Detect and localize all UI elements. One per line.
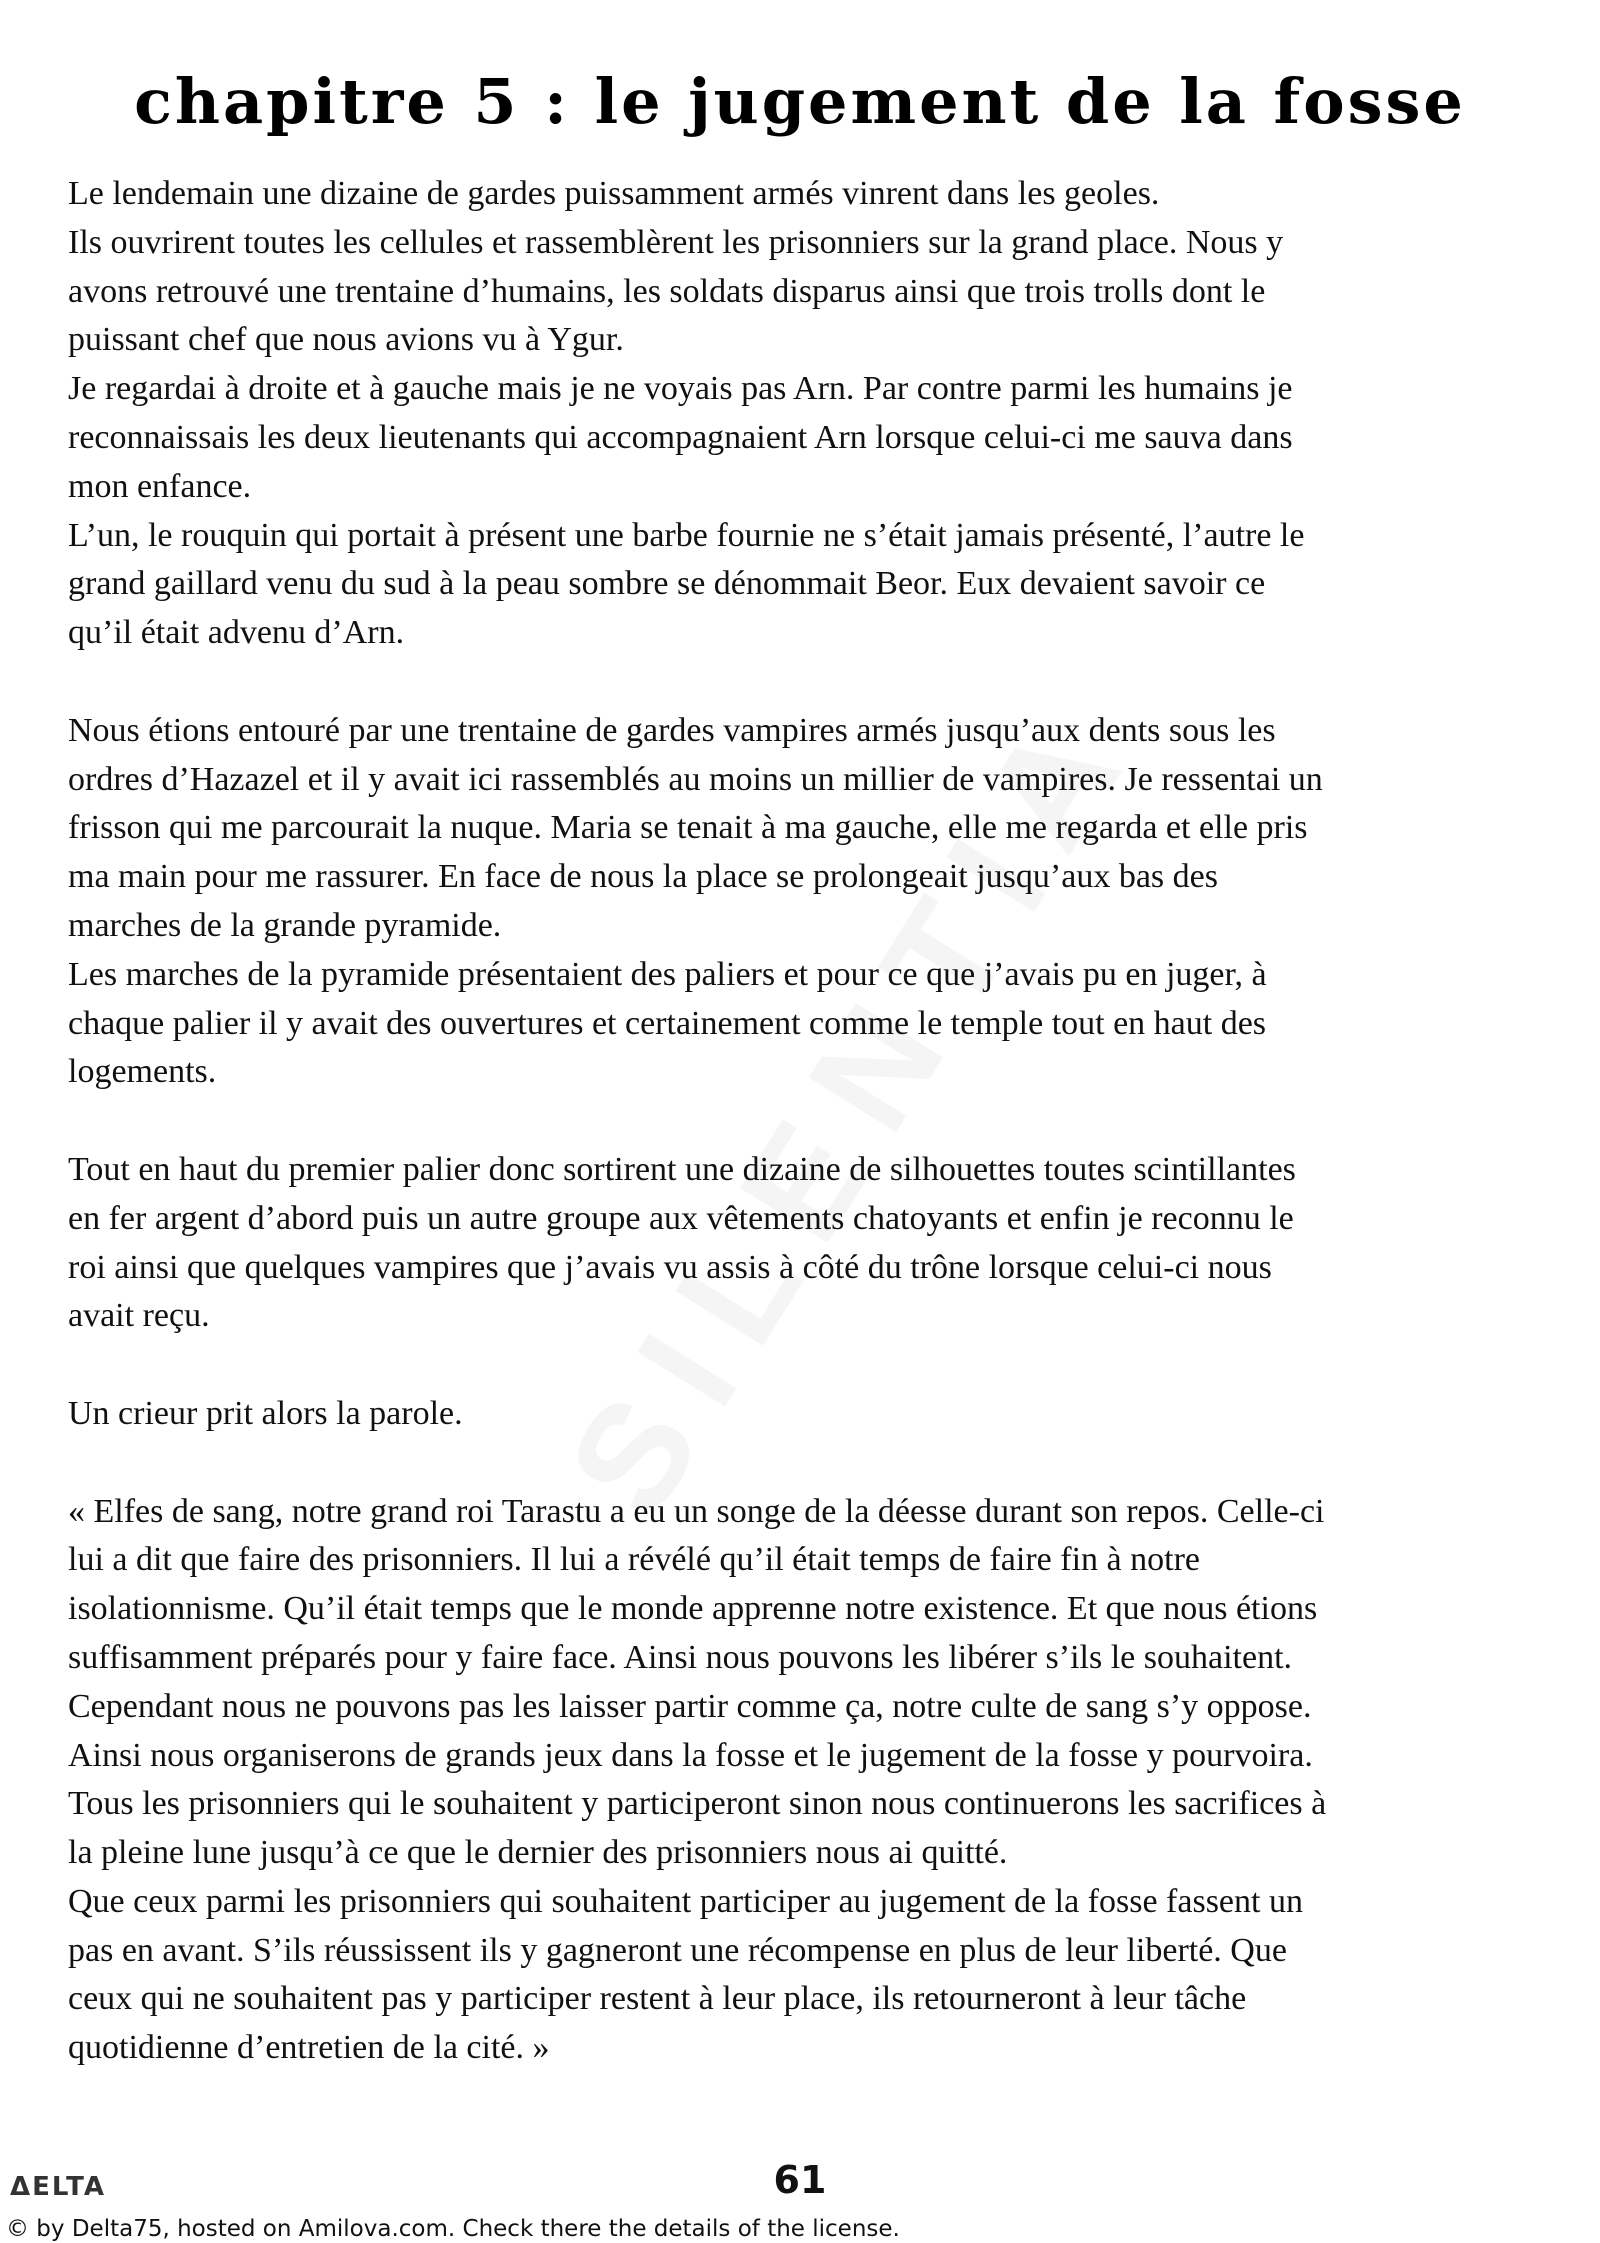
paragraph-spacer	[68, 658, 1568, 707]
paragraph-3: Tout en haut du premier palier donc sortirent une dizaine de silhouettes toutes scintillantes en fer argent d’abord puis un autre groupe aux vêtements chatoyants et enfin je reconnu le roi ainsi que quelques vampires que j’avais vu assis à côté du trône lorsque celui-ci nous avait reçu.	[68, 1150, 1296, 1335]
paragraph-2: Nous étions entouré par une trentaine de gardes vampires armés jusqu’aux dents sous les ordres d’Hazazel et il y avait ici rassemblés au moins un millier de vampires. Je ressentai un frisson qui me parcourait la nuque. Maria se tenait à ma gauche, elle me regarda et elle pris ma main pour me rassurer. En face de nous la place se prolongeait jusqu’aux bas des marches de la grande pyramide. Les marches de la pyramide présentaient des paliers et pour ce que j’avais pu en juger, à chaque palier il y avait des ouvertures et certainement comme le temple tout en haut des logements.	[68, 711, 1323, 1091]
paragraph-spacer	[68, 1439, 1568, 1488]
page-number: 61	[773, 2158, 827, 2202]
chapter-body	[68, 170, 1568, 2073]
paragraph-4: Un crieur prit alors la parole.	[68, 1394, 463, 1432]
paragraph-5: « Elfes de sang, notre grand roi Tarastu a eu un songe de la déesse durant son repos. Celle-ci lui a dit que faire des prisonniers. Il lui a révélé qu’il était temps de faire fin à notre isolationnisme. Qu’il était temps que le monde apprenne notre existence. Et que nous étions suffisamment préparés pour y faire face. Ainsi nous pouvons les libérer s’ils le souhaitent. Cependant nous ne pouvons pas les laisser partir comme ça, notre culte de sang s’y oppose. Ainsi nous organiserons de grands jeux dans la fosse et le jugement de la fosse y pourvoira. Tous les prisonniers qui le souhaitent y participeront sinon nous continuerons les sacrifices à la pleine lune jusqu’à ce que le dernier des prisonniers nous ai quitté. Que ceux parmi les prisonniers qui souhaitent participer au jugement de la fosse fassent un pas en avant. S’ils réussissent ils y gagneront une récompense en plus de leur liberté. Que ceux qui ne souhaitent pas y participer restent à leur place, ils retourneront à leur tâche quotidienne d’entretien de la cité. »	[68, 1492, 1327, 2067]
delta-logo: ΔELTA	[10, 2172, 106, 2202]
license-credit: © by Delta75, hosted on Amilova.com. Check there the details of the license.	[6, 2216, 900, 2242]
paragraph-spacer	[68, 1341, 1568, 1390]
paragraph-1: Le lendemain une dizaine de gardes puissamment armés vinrent dans les geoles. Ils ouvrirent toutes les cellules et rassemblèrent les prisonniers sur la grand place. Nous y avons retrouvé une trentaine d’humains, les soldats disparus ainsi que trois trolls dont le puissant chef que nous avions vu à Ygur. Je regardai à droite et à gauche mais je ne voyais pas Arn. Par contre parmi les humains je reconnaissais les deux lieutenants qui accompagnaient Arn lorsque celui-ci me sauva dans mon enfance. L’un, le rouquin qui portait à présent une barbe fournie ne s’était jamais présenté, l’autre le grand gaillard venu du sud à la peau sombre se dénommait Beor. Eux devaient savoir ce qu’il était advenu d’Arn.	[68, 175, 1305, 652]
chapter-title: chapitre 5 : le jugement de la fosse	[134, 65, 1466, 138]
paragraph-spacer	[68, 1097, 1568, 1146]
